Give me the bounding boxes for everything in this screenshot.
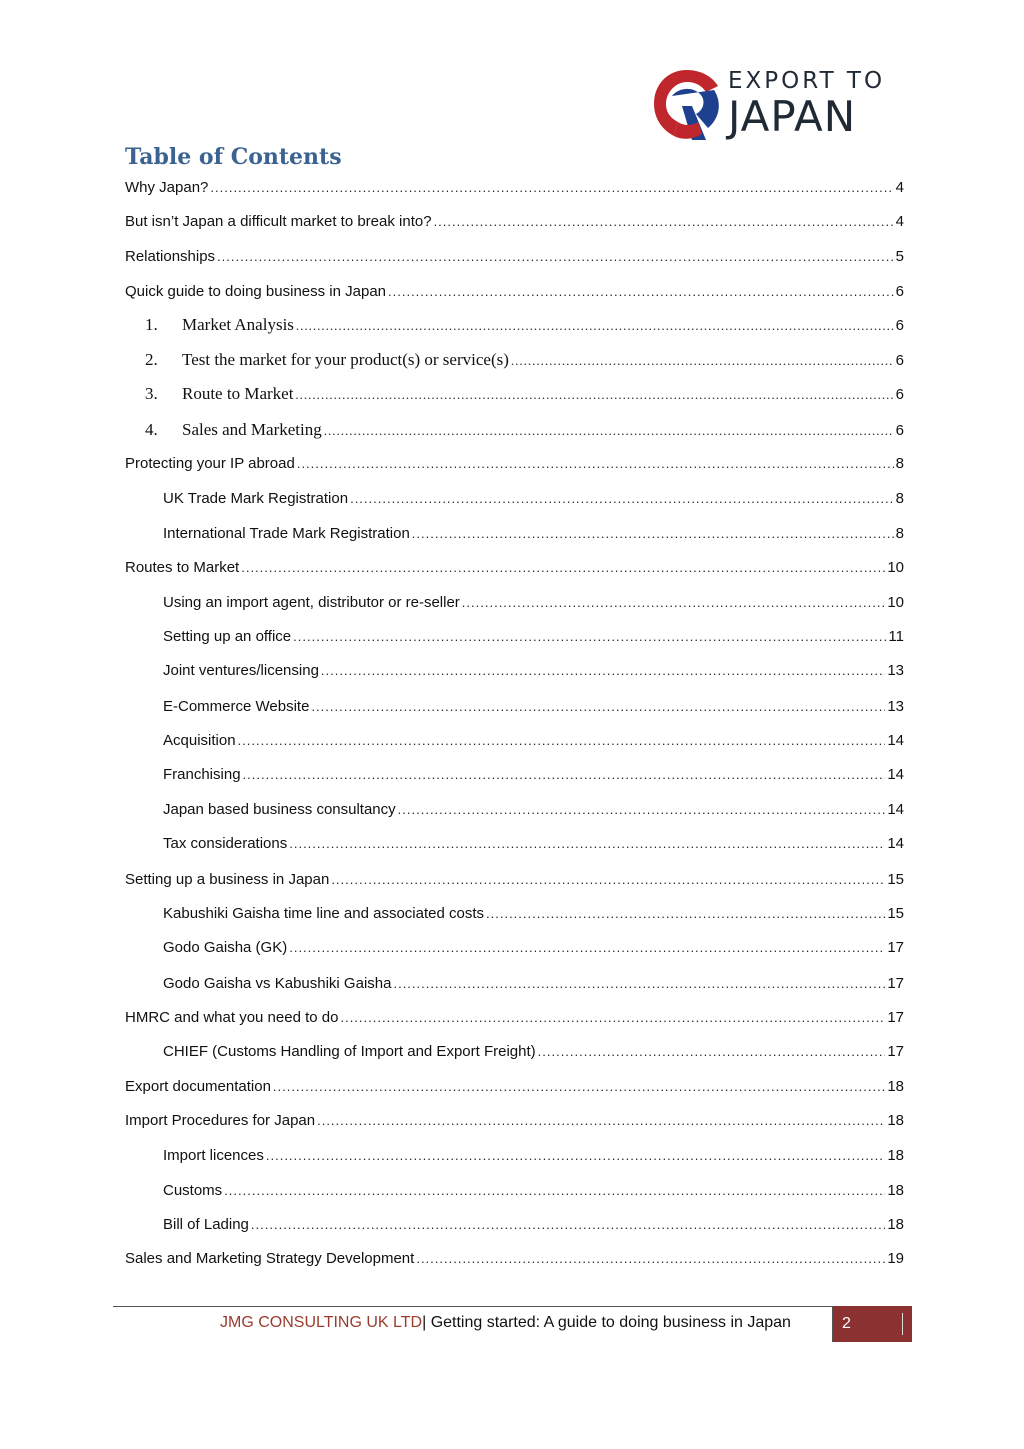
- toc-entry-number: 4.: [145, 420, 158, 439]
- toc-entry[interactable]: [125, 247, 904, 267]
- toc-entry-label: Why Japan?: [125, 179, 209, 196]
- dot-leader: [331, 870, 885, 890]
- toc-entry[interactable]: [163, 489, 904, 509]
- toc-entry-page: 17: [887, 1043, 904, 1060]
- toc-entry[interactable]: [125, 282, 904, 302]
- toc-entry[interactable]: [125, 1077, 904, 1097]
- page-number: 2: [842, 1315, 851, 1332]
- toc-entry[interactable]: [163, 1146, 904, 1166]
- page-number-box: [832, 1306, 912, 1342]
- toc-entry-page: 14: [887, 835, 904, 852]
- toc-entry-page: 17: [887, 939, 904, 956]
- dot-leader: [243, 765, 886, 785]
- toc-entry-page: 15: [887, 905, 904, 922]
- dot-leader: [317, 1111, 885, 1131]
- toc-entry-page: 18: [887, 1078, 904, 1095]
- toc-entry-page: 10: [887, 559, 904, 576]
- toc-entry[interactable]: [163, 593, 904, 613]
- toc-entry-page: 17: [887, 1009, 904, 1026]
- toc-entry[interactable]: [163, 1042, 904, 1062]
- toc-entry-label: Acquisition: [163, 732, 236, 749]
- toc-entry-label: HMRC and what you need to do: [125, 1009, 339, 1026]
- dot-leader: [462, 593, 886, 613]
- toc-entry[interactable]: [125, 454, 904, 474]
- logo-text-line2: JAPAN: [728, 92, 857, 141]
- toc-entry[interactable]: [163, 1215, 904, 1235]
- toc-entry-page: 14: [887, 732, 904, 749]
- toc-entry-number: 1.: [145, 315, 158, 334]
- dot-leader: [486, 904, 885, 924]
- dot-leader: [251, 1215, 885, 1235]
- dot-leader: [412, 524, 894, 544]
- footer-separator: |: [422, 1314, 427, 1331]
- toc-entry-page: 5: [895, 248, 904, 265]
- dot-leader: [350, 489, 894, 509]
- dot-leader: [538, 1042, 886, 1062]
- dot-leader: [416, 1249, 885, 1269]
- dot-leader: [398, 800, 886, 820]
- dot-leader: [511, 350, 894, 371]
- toc-entry-page: 6: [895, 386, 904, 403]
- toc-entry-page: 6: [895, 317, 904, 334]
- toc-entry-label: UK Trade Mark Registration: [163, 490, 349, 507]
- dot-leader: [434, 212, 894, 232]
- logo-text-line1: EXPORT TO: [728, 68, 886, 94]
- toc-entry[interactable]: [145, 350, 904, 371]
- toc-entry[interactable]: [145, 420, 904, 441]
- toc-entry[interactable]: [163, 697, 904, 717]
- toc-entry-label: Godo Gaisha vs Kabushiki Gaisha: [163, 975, 392, 992]
- toc-entry[interactable]: [163, 1181, 904, 1201]
- toc-entry[interactable]: [163, 938, 904, 958]
- dot-leader: [388, 282, 894, 302]
- toc-entry[interactable]: [125, 178, 904, 198]
- dot-leader: [241, 558, 885, 578]
- toc-entry-label: Tax considerations: [163, 835, 288, 852]
- dot-leader: [266, 1146, 885, 1166]
- toc-entry-label: Test the market for your product(s) or service(s): [182, 350, 509, 369]
- toc-entry[interactable]: [125, 558, 904, 578]
- toc-entry-page: 8: [895, 490, 904, 507]
- toc-entry-page: 17: [887, 975, 904, 992]
- dot-leader: [238, 731, 886, 751]
- toc-entry-page: 19: [887, 1250, 904, 1267]
- toc-entry-label: Godo Gaisha (GK): [163, 939, 288, 956]
- toc-entry-page: 6: [895, 283, 904, 300]
- dot-leader: [289, 938, 885, 958]
- toc-entry-label: Sales and Marketing: [182, 420, 322, 439]
- toc-entry[interactable]: [145, 384, 904, 405]
- toc-entry[interactable]: [125, 1111, 904, 1131]
- footer-divider: [113, 1306, 832, 1307]
- toc-entry[interactable]: [125, 212, 904, 232]
- dot-leader: [297, 454, 894, 474]
- dot-leader: [296, 315, 894, 336]
- toc-entry-number: 3.: [145, 384, 158, 403]
- toc-entry-label: Market Analysis: [182, 315, 294, 334]
- toc-entry[interactable]: [163, 974, 904, 994]
- toc-entry[interactable]: [125, 870, 904, 890]
- toc-entry-page: 6: [895, 352, 904, 369]
- toc-entry[interactable]: [163, 834, 904, 854]
- toc-entry-page: 4: [895, 213, 904, 230]
- toc-entry-label: Joint ventures/licensing: [163, 662, 319, 679]
- toc-entry-label: Protecting your IP abroad: [125, 455, 295, 472]
- toc-entry-page: 14: [887, 801, 904, 818]
- toc-entry[interactable]: [125, 1249, 904, 1269]
- page-footer: [220, 1314, 791, 1332]
- dot-leader: [224, 1181, 885, 1201]
- toc-entry[interactable]: [163, 731, 904, 751]
- toc-entry-label: Bill of Lading: [163, 1216, 249, 1233]
- toc-entry-label: Route to Market: [182, 384, 294, 403]
- page-title: Table of Contents: [125, 144, 342, 170]
- dot-leader: [340, 1008, 885, 1028]
- toc-entry[interactable]: [125, 1008, 904, 1028]
- dot-leader: [293, 627, 886, 647]
- toc-entry-page: 18: [887, 1216, 904, 1233]
- toc-entry-label: Import Procedures for Japan: [125, 1112, 316, 1129]
- dot-leader: [321, 661, 885, 681]
- toc-entry-page: 4: [895, 179, 904, 196]
- toc-entry-page: 8: [895, 455, 904, 472]
- toc-entry-label: Relationships: [125, 248, 216, 265]
- toc-entry-label: But isn’t Japan a difficult market to break into?: [125, 213, 432, 230]
- footer-guide-title: Getting started: A guide to doing business in Japan: [426, 1314, 791, 1331]
- toc-entry-label: International Trade Mark Registration: [163, 525, 410, 542]
- toc-entry-page: 18: [887, 1182, 904, 1199]
- toc-entry-label: Import licences: [163, 1147, 264, 1164]
- toc-entry-label: Quick guide to doing business in Japan: [125, 283, 387, 300]
- toc-entry[interactable]: [163, 765, 904, 785]
- dot-leader: [217, 247, 894, 267]
- dot-leader: [295, 384, 893, 405]
- toc-entry-label: CHIEF (Customs Handling of Import and Export Freight): [163, 1043, 536, 1060]
- toc-entry-page: 13: [887, 698, 904, 715]
- toc-entry-label: Kabushiki Gaisha time line and associated costs: [163, 905, 485, 922]
- toc-entry[interactable]: [163, 800, 904, 820]
- toc-entry[interactable]: [145, 315, 904, 336]
- toc-entry-label: Japan based business consultancy: [163, 801, 396, 818]
- dot-leader: [273, 1077, 885, 1097]
- toc-entry[interactable]: [163, 661, 904, 681]
- toc-entry-page: 18: [887, 1147, 904, 1164]
- logo-mark-icon: [648, 66, 726, 144]
- toc-entry-page: 11: [888, 628, 904, 645]
- footer-company: JMG CONSULTING UK LTD: [220, 1314, 423, 1331]
- toc-entry-label: Setting up a business in Japan: [125, 871, 330, 888]
- toc-entry-page: 14: [887, 766, 904, 783]
- dot-leader: [210, 178, 893, 198]
- page-box-divider: [902, 1313, 903, 1335]
- toc-entry-label: Franchising: [163, 766, 241, 783]
- export-to-japan-logo: [648, 66, 898, 144]
- toc-entry-label: E-Commerce Website: [163, 698, 310, 715]
- toc-entry-label: Sales and Marketing Strategy Development: [125, 1250, 415, 1267]
- toc-entry-label: Export documentation: [125, 1078, 271, 1095]
- toc-entry-page: 18: [887, 1112, 904, 1129]
- toc-entry-label: Customs: [163, 1182, 223, 1199]
- toc-entry[interactable]: [163, 524, 904, 544]
- toc-entry-page: 6: [895, 422, 904, 439]
- toc-entry-label: Routes to Market: [125, 559, 240, 576]
- toc-entry[interactable]: [163, 627, 904, 647]
- dot-leader: [393, 974, 885, 994]
- toc-entry-page: 13: [887, 662, 904, 679]
- dot-leader: [289, 834, 885, 854]
- toc-entry-page: 10: [887, 594, 904, 611]
- toc-entry[interactable]: [163, 904, 904, 924]
- toc-entry-page: 15: [887, 871, 904, 888]
- toc-entry-label: Setting up an office: [163, 628, 292, 645]
- toc-entry-page: 8: [895, 525, 904, 542]
- toc-entry-number: 2.: [145, 350, 158, 369]
- dot-leader: [311, 697, 885, 717]
- dot-leader: [324, 420, 894, 441]
- toc-entry-label: Using an import agent, distributor or re-seller: [163, 594, 460, 611]
